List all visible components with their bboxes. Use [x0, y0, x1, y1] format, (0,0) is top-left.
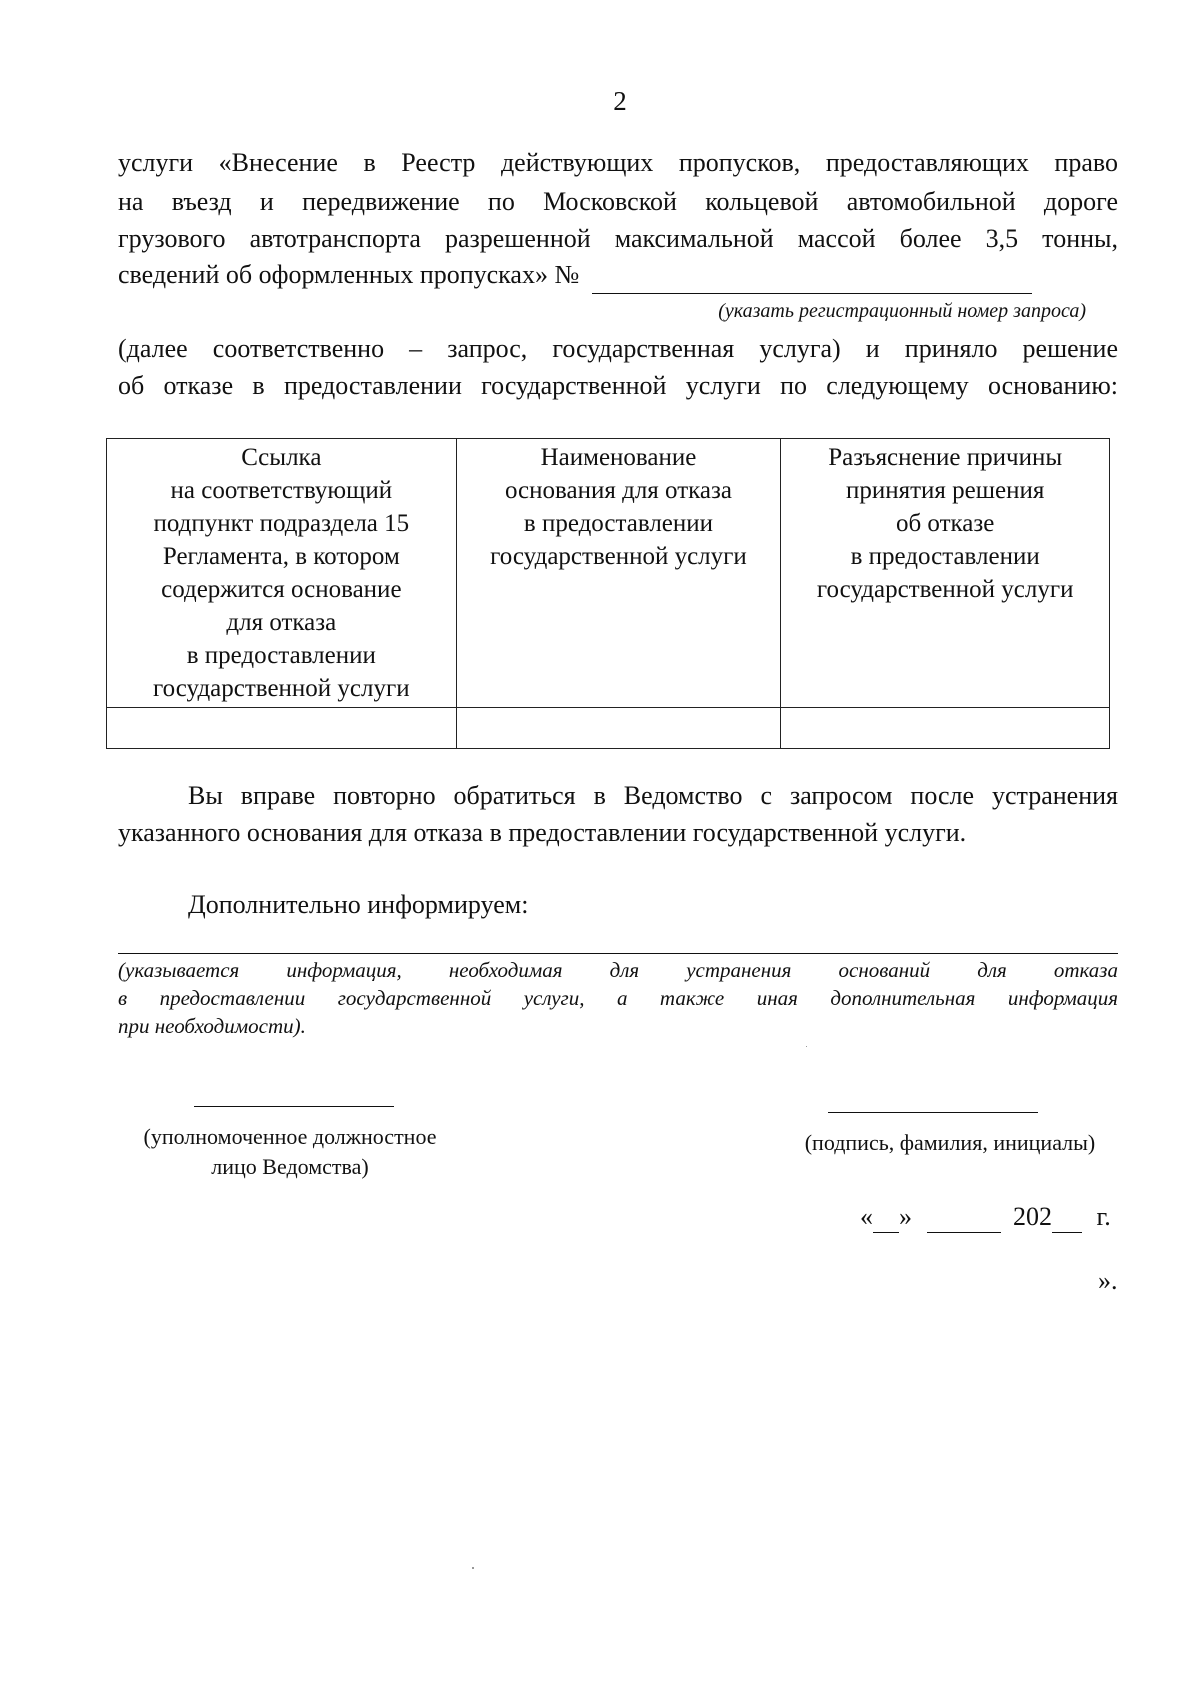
header-line: об отказе [895, 510, 995, 537]
refusal-table-header-reason-name [456, 439, 781, 708]
additional-info-label: Дополнительно информируем: [188, 890, 529, 919]
header-line: основания для отказа [504, 477, 732, 504]
reapply-line-1: Вы вправе повторно обратиться в Ведомство с запросом после устранения [188, 781, 1118, 810]
intro-line-4-text: сведений об оформленных пропусках» № [118, 260, 580, 289]
intro-line-3: грузового автотранспорта разрешенной максимальной массой более 3,5 тонны, [118, 224, 1118, 253]
refusal-table-cell-reason-name[interactable] [456, 708, 781, 749]
header-line: государственной услуги [816, 576, 1074, 603]
official-caption-line-2: лицо Ведомства) [211, 1154, 369, 1179]
additional-note-line-1: (указывается информация, необходимая для устранения оснований для отказа [118, 958, 1118, 982]
header-line: Разъяснение причины [828, 444, 1063, 471]
refusal-table-header-explanation [781, 439, 1110, 708]
header-line: для отказа [226, 609, 337, 636]
intro-line-6: об отказе в предоставлении государственной услуги по следующему основанию: [118, 371, 1118, 400]
table-row [107, 708, 1110, 749]
scan-dot [472, 1567, 474, 1569]
intro-line-1: услуги «Внесение в Реестр действующих пропусков, предоставляющих право [118, 148, 1118, 177]
reapply-line-2: указанного основания для отказа в предоставлении государственной услуги. [118, 818, 967, 847]
header-line: в предоставлении [850, 543, 1040, 570]
date-close-quote: » [899, 1202, 912, 1231]
page-number: 2 [613, 86, 627, 116]
date-month-blank [927, 1202, 1001, 1233]
refusal-table [106, 438, 1110, 749]
header-line: Наименование [540, 444, 697, 471]
header-line: подпункт подраздела 15 [153, 510, 410, 537]
date-open-quote: « [860, 1202, 873, 1231]
date-day-blank [873, 1202, 899, 1233]
scan-dot [806, 1046, 807, 1047]
request-number-note: (указать регистрационный номер запроса) [718, 300, 1086, 322]
header-line: Регламента, в котором [162, 543, 400, 570]
additional-note-line-2: в предоставлении государственной услуги, а также иная дополнительная информация [118, 986, 1118, 1010]
signature-caption: (подпись, фамилия, инициалы) [804, 1130, 1096, 1155]
refusal-table-header-reference [107, 439, 457, 708]
additional-info-blank-line [118, 953, 1118, 954]
date-suffix: г. [1096, 1202, 1111, 1231]
date-line [860, 1202, 1111, 1233]
refusal-table-cell-reference[interactable] [107, 708, 457, 749]
header-line: государственной услуги [153, 675, 410, 702]
header-line: содержится основание [161, 576, 402, 603]
header-line: в предоставлении [523, 510, 714, 537]
official-signature-line [194, 1106, 394, 1107]
refusal-table-cell-explanation[interactable] [781, 708, 1110, 749]
intro-line-5: (далее соответственно – запрос, государственная услуга) и приняло решение [118, 334, 1118, 363]
header-line: принятия решения [845, 477, 1045, 504]
header-line: государственной услуги [490, 543, 747, 570]
official-caption-line-1: (уполномоченное должностное [143, 1124, 437, 1149]
refusal-table-header-row [107, 439, 1110, 708]
official-caption [110, 1122, 470, 1182]
header-line: в предоставлении [186, 642, 376, 669]
intro-line-2: на въезд и передвижение по Московской кольцевой автомобильной дороге [118, 187, 1118, 216]
closing-quote: ». [1098, 1266, 1118, 1295]
date-year-blank [1052, 1202, 1082, 1233]
date-year-prefix: 202 [1013, 1202, 1052, 1231]
request-number-blank [592, 257, 1032, 294]
intro-line-4 [118, 257, 1118, 294]
additional-note-line-3: при необходимости). [118, 1014, 306, 1038]
header-line: на соответствующий [170, 477, 393, 504]
signature-line [828, 1112, 1038, 1113]
header-line: Ссылка [241, 444, 322, 471]
